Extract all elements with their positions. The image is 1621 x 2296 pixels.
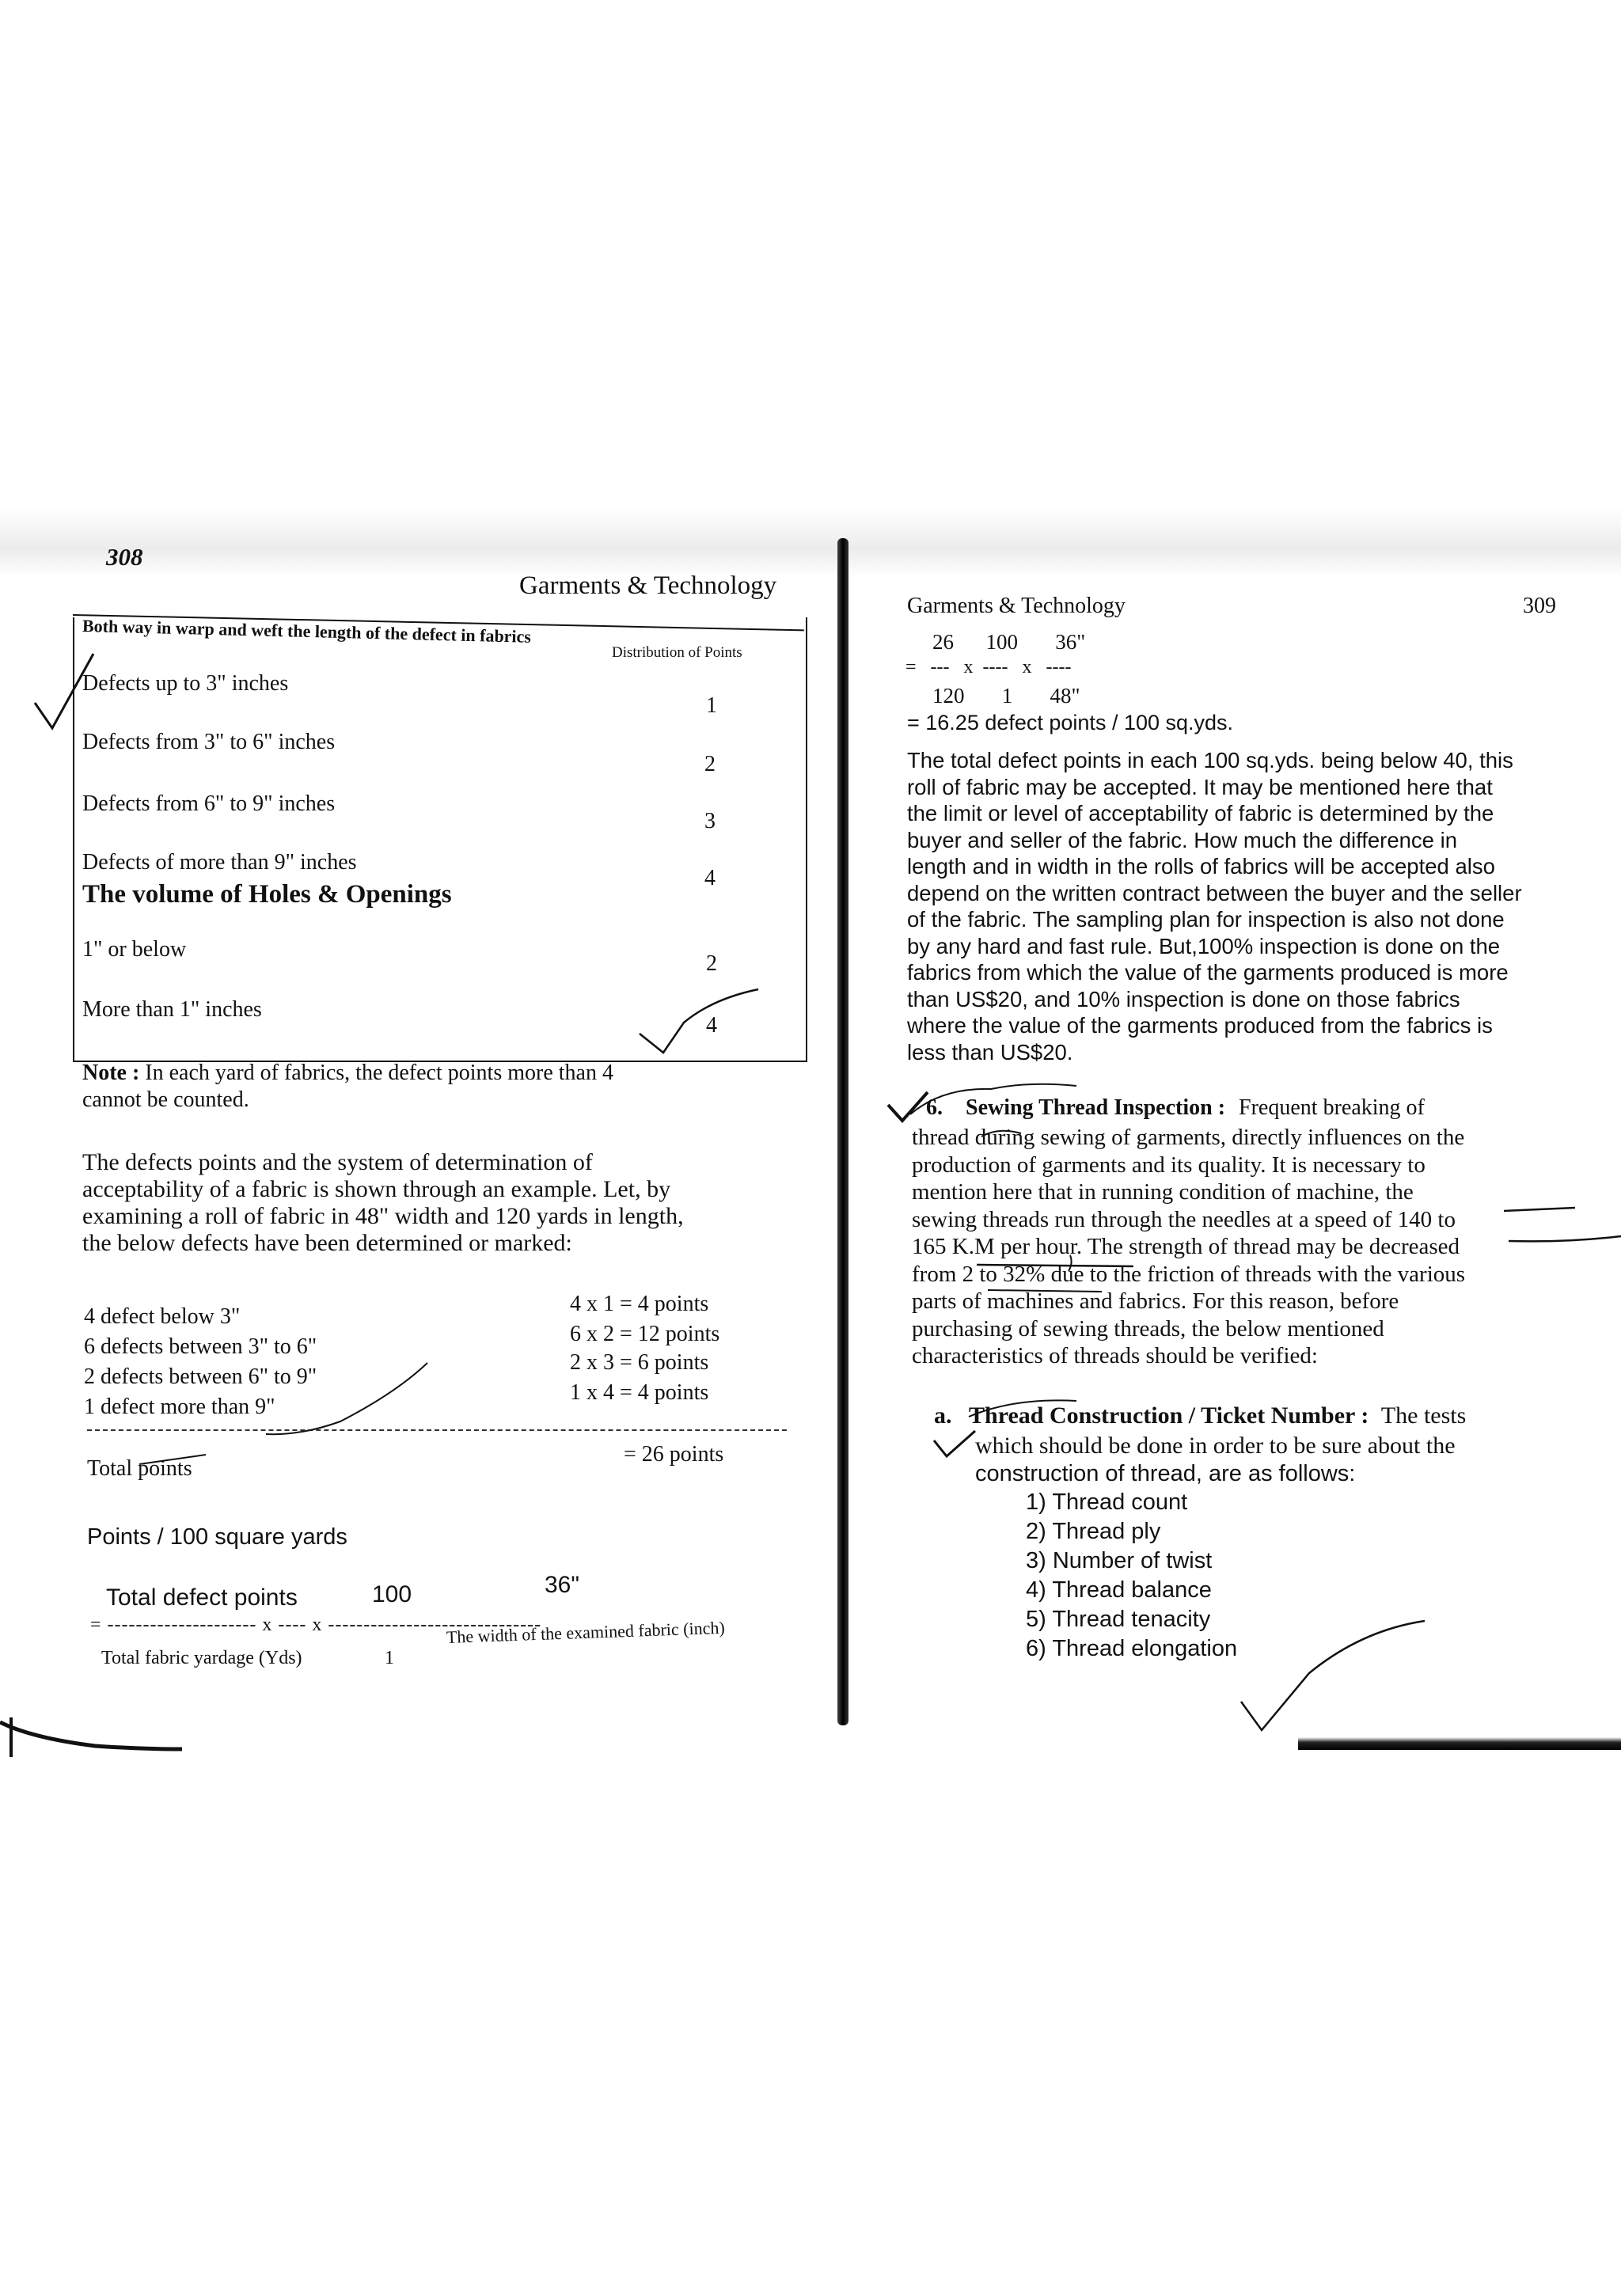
- text-line: The total defect points in each 100 sq.yds. being below 40, this: [907, 748, 1513, 772]
- table-subheading: The volume of Holes & Openings: [82, 880, 452, 909]
- text-line: buyer and seller of the fabric. How much the difference in: [907, 827, 1458, 852]
- text-line: by any hard and fast rule. But,100% inspection is done on the: [907, 933, 1501, 958]
- table-row-points: 2: [704, 752, 716, 776]
- defect-calc: 6 x 2 = 12 points: [570, 1322, 720, 1346]
- text-line: 165 K.M per hour. The strength of thread may be decreased: [912, 1234, 1460, 1259]
- list-item: 3) Number of twist: [1026, 1548, 1213, 1573]
- text-line: than US$20, and 10% inspection is done on those fabrics: [907, 986, 1460, 1011]
- calc-line: = --- x ---- x ----: [905, 657, 1072, 677]
- text-line: characteristics of threads should be verified:: [912, 1343, 1318, 1368]
- text-line: the limit or level of acceptability of fabric is determined by the: [907, 801, 1494, 825]
- list-item: 1) Thread count: [1026, 1490, 1188, 1515]
- running-head-right: Garments & Technology: [907, 594, 1126, 618]
- table-row-points: 4: [704, 866, 716, 890]
- table-row-points: 3: [704, 809, 716, 833]
- text-line: where the value of the garments produced from the fabrics is: [907, 1013, 1493, 1038]
- page-shadow: [0, 507, 1621, 578]
- text-line: roll of fabric may be accepted. It may be mentioned here that: [907, 774, 1493, 799]
- text-line: thread during sewing of garments, directly influences on the: [912, 1125, 1465, 1150]
- defect-label: 4 defect below 3": [84, 1304, 241, 1329]
- text-line: fabrics from which the value of the garments produced is more: [907, 960, 1509, 985]
- total-value: = 26 points: [624, 1442, 724, 1467]
- text-line: depend on the written contract between the buyer and the seller: [907, 880, 1522, 905]
- text-line: length and in width in the rolls of fabrics will be accepted also: [907, 854, 1495, 879]
- note-text: In each yard of fabrics, the defect points more than 4: [145, 1061, 613, 1085]
- text-line: construction of thread, are as follows:: [975, 1461, 1356, 1486]
- section-number: 6.: [926, 1095, 943, 1120]
- text-line: of the fabric. The sampling plan for inspection is also not done: [907, 907, 1505, 932]
- text-line: Frequent breaking of: [1239, 1095, 1425, 1120]
- text-line: acceptability of a fabric is shown through an example. Let, by: [82, 1176, 671, 1202]
- table-row-points: 2: [706, 951, 717, 976]
- text-line: production of garments and its quality. It is necessary to: [912, 1152, 1425, 1178]
- table-row-label: Defects from 3" to 6" inches: [82, 730, 336, 754]
- page-edge-stroke-icon: [0, 1722, 182, 1749]
- text-line: purchasing of sewing threads, the below mentioned: [912, 1315, 1384, 1342]
- defect-calc: 4 x 1 = 4 points: [570, 1292, 709, 1316]
- calc-line: 120 1 48": [932, 684, 1080, 708]
- table-row-label: Defects from 6" to 9" inches: [82, 791, 336, 816]
- checkmark-icon: [888, 1092, 928, 1121]
- table-header-right: Distribution of Points: [612, 644, 742, 661]
- table-row-label: 1" or below: [82, 937, 187, 962]
- text-line: sewing threads run through the needles at a speed of 140 to: [912, 1206, 1456, 1232]
- list-item: 2) Thread ply: [1026, 1519, 1161, 1544]
- sewing-thread-paragraph: [912, 1124, 1569, 1370]
- text-line: less than US$20.: [907, 1039, 1073, 1065]
- formula-denominator-right: The width of the examined fabric (inch): [446, 1617, 726, 1647]
- formula-numerator-right: 36": [545, 1572, 580, 1598]
- sub-title: Thread Construction / Ticket Number :: [969, 1402, 1369, 1429]
- note-label: Note :: [82, 1061, 140, 1085]
- section-title: Sewing Thread Inspection :: [966, 1095, 1226, 1120]
- defect-label: 1 defect more than 9": [84, 1395, 275, 1419]
- acceptance-paragraph: [907, 747, 1558, 1065]
- defect-label: 6 defects between 3" to 6": [84, 1334, 317, 1359]
- checkmark-icon: [1241, 1621, 1425, 1730]
- text-line: The defects points and the system of determination of: [82, 1149, 593, 1175]
- formula-denominator-left: Total fabric yardage (Yds): [101, 1648, 302, 1668]
- table-row-points: 1: [706, 693, 717, 718]
- thread-tests-list: [1026, 1488, 1237, 1664]
- page-number-left: 308: [106, 543, 143, 571]
- formula-numerator-left: Total defect points: [106, 1584, 298, 1611]
- page-number-right: 309: [1523, 594, 1556, 618]
- checkmark-icon: [934, 1431, 975, 1456]
- text-line: parts of machines and fabrics. For this reason, before: [912, 1288, 1399, 1314]
- text-line: examining a roll of fabric in 48" width and 120 yards in length,: [82, 1203, 684, 1229]
- text-line: The tests: [1380, 1402, 1467, 1429]
- calc-result: = 16.25 defect points / 100 sq.yds.: [907, 711, 1234, 734]
- table-header-left: Both way in warp and weft the length of the defect in fabrics: [82, 616, 532, 647]
- text-line: from 2 to 32% due to the friction of threads with the various: [912, 1261, 1466, 1287]
- table-row-label: Defects of more than 9" inches: [82, 850, 357, 875]
- sub-label: a.: [934, 1402, 952, 1429]
- calc-line: 26 100 36": [932, 630, 1086, 654]
- note-text-cont: cannot be counted.: [82, 1087, 249, 1112]
- defect-calc: 2 x 3 = 6 points: [570, 1350, 709, 1375]
- formula-denominator-mid: 1: [385, 1648, 394, 1668]
- running-head-left: Garments & Technology: [519, 571, 777, 600]
- formula-numerator-mid: 100: [372, 1581, 412, 1607]
- text-line: which should be done in order to be sure about the: [975, 1433, 1456, 1459]
- book-spine: [837, 538, 848, 1725]
- example-paragraph: [82, 1149, 788, 1257]
- defect-calc: 1 x 4 = 4 points: [570, 1380, 709, 1405]
- page-edge-shadow: [1298, 1737, 1621, 1750]
- total-label: Total points: [87, 1456, 192, 1481]
- list-item: 5) Thread tenacity: [1026, 1607, 1211, 1632]
- formula-fraction-line: = --------------------- x ---- x ------------------------------: [90, 1615, 542, 1635]
- list-item: 4) Thread balance: [1026, 1577, 1212, 1603]
- divider: [87, 1429, 787, 1431]
- table-row-label: More than 1" inches: [82, 997, 262, 1022]
- per100-label: Points / 100 square yards: [87, 1524, 347, 1550]
- table-row-label: Defects up to 3" inches: [82, 671, 289, 696]
- text-line: mention here that in running condition of machine, the: [912, 1179, 1414, 1205]
- defect-label: 2 defects between 6" to 9": [84, 1364, 317, 1389]
- list-item: 6) Thread elongation: [1026, 1636, 1238, 1661]
- table-row-points: 4: [706, 1013, 717, 1038]
- text-line: the below defects have been determined or marked:: [82, 1230, 572, 1256]
